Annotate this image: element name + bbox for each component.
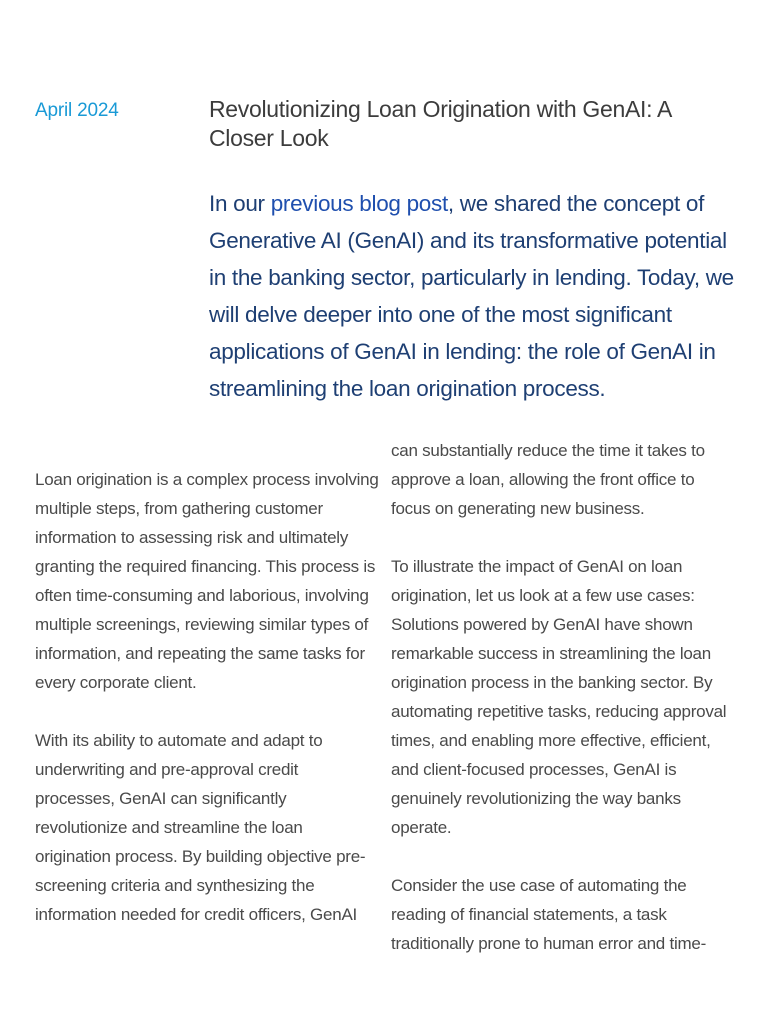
intro-text-after-link: , we shared the concept of Generative AI (GenAI) and its transformative potential in the banking sector, particularly in lending. Today, we will delve deeper into one of the most significant applications of GenAI in lending: the role of GenAI in streamlining the loan origination process.: [209, 191, 734, 401]
article-title: Revolutionizing Loan Origination with GenAI: A Closer Look: [209, 96, 671, 151]
body-paragraph: Consider the use case of automating the reading of financial statements, a task traditionally prone to human error and time-: [391, 876, 706, 953]
body-paragraph: Loan origination is a complex process involving multiple steps, from gathering customer information to assessing risk and ultimately granting the required financing. This process is often time-consuming and laborious, involving multiple screenings, reviewing similar types of information, and repeating the same tasks for every corporate client.: [35, 470, 379, 692]
body-paragraph: With its ability to automate and adapt to underwriting and pre-approval credit processes, GenAI can significantly revolutionize and streamline the loan origination process. By building objective pre-screening criteria and synthesizing the information needed for credit officers, GenAI: [35, 731, 366, 924]
body-column-right: [391, 436, 736, 987]
body-paragraph: can substantially reduce the time it takes to approve a loan, allowing the front office to focus on generating new business.: [391, 441, 705, 518]
publication-date: April 2024: [35, 100, 119, 121]
body-column-left: [35, 465, 380, 958]
intro-text-before-link: In our: [209, 191, 271, 216]
body-paragraph: To illustrate the impact of GenAI on loan origination, let us look at a few use cases: Solutions powered by GenAI have shown remarkable success in streamlining the loan origination process in the banking sector. By automating repetitive tasks, reducing approval times, and enabling more effective, efficient, and client-focused processes, GenAI is genuinely revolutionizing the way banks operate.: [391, 557, 727, 837]
intro-paragraph: [209, 185, 737, 407]
previous-blog-post-link[interactable]: previous blog post: [270, 191, 448, 216]
